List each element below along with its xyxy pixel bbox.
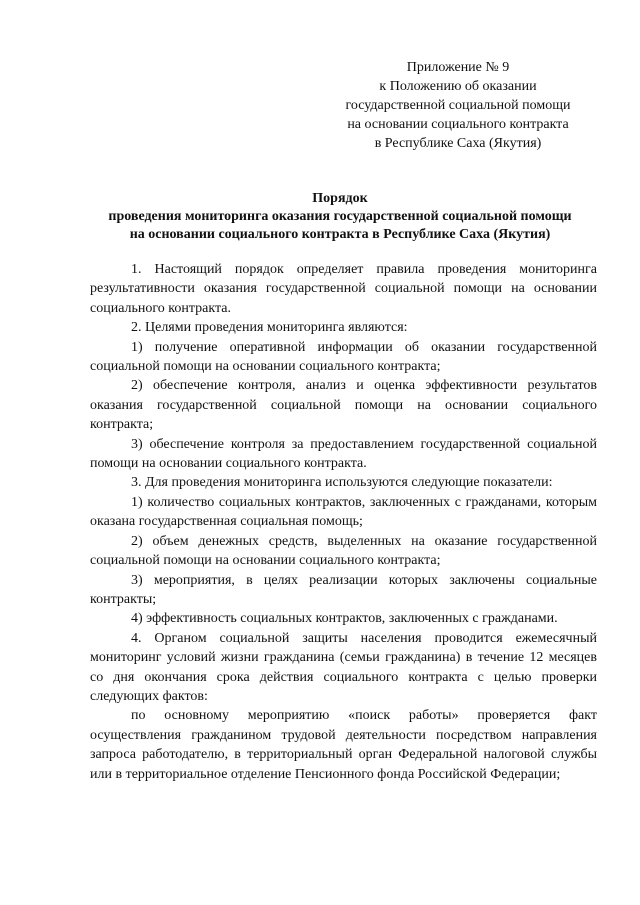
paragraph: 4. Органом социальной защиты населения проводится ежемесячный мониторинг условий жизни гражданина (семьи гражданина) в течение 12 месяцев со дня окончания срока действия социального контракта с целью проверки следующих фактов: [90, 630, 597, 704]
appendix-header [318, 58, 598, 153]
appendix-line: государственной социальной помощи [345, 98, 571, 113]
paragraph: 3) обеспечение контроля за предоставлением государственной социальной помощи на основании социального контракта. [90, 436, 597, 472]
document-title [70, 190, 610, 244]
paragraph: 4) эффективность социальных контрактов, заключенных с гражданами. [131, 611, 558, 627]
appendix-line: к Положению об оказании [379, 79, 537, 94]
paragraph: 1. Настоящий порядок определяет правила проведения мониторинга результативности оказания государственной социальной помощи на основании социального контракта. [90, 262, 597, 316]
appendix-line: Приложение № 9 [406, 60, 510, 75]
title-line: на основании социального контракта в Республике Саха (Якутия) [129, 227, 551, 242]
appendix-line: на основании социального контракта [347, 117, 569, 132]
title-line: Порядок [312, 191, 368, 206]
appendix-line: в Республике Саха (Якутия) [374, 136, 542, 151]
paragraph: 2) обеспечение контроля, анализ и оценка эффективности результатов оказания государственной социальной помощи на основании социального контракта; [90, 378, 597, 433]
paragraph: по основному мероприятию «поиск работы» проверяется факт осуществления гражданином трудовой деятельности посредством направления запроса работодателю, в территориальный орган Федеральной налоговой службы или в территориальное отделение Пенсионного фонда Российской Федерации; [90, 708, 597, 782]
paragraph: 1) получение оперативной информации об оказании государственной социальной помощи на основании социального контракта; [90, 339, 597, 375]
paragraph: 3) мероприятия, в целях реализации которых заключены социальные контракты; [90, 572, 597, 607]
title-line: проведения мониторинга оказания государственной социальной помощи [108, 209, 572, 224]
paragraph: 3. Для проведения мониторинга используются следующие показатели: [131, 475, 553, 491]
paragraph: 2) объем денежных средств, выделенных на оказание государственной социальной помощи на основании социального контракта; [90, 533, 597, 569]
paragraph: 2. Целями проведения мониторинга являются: [131, 320, 408, 336]
document-body [90, 260, 597, 784]
paragraph: 1) количество социальных контрактов, заключенных с гражданами, которым оказана государственная социальная помощь; [90, 494, 597, 530]
